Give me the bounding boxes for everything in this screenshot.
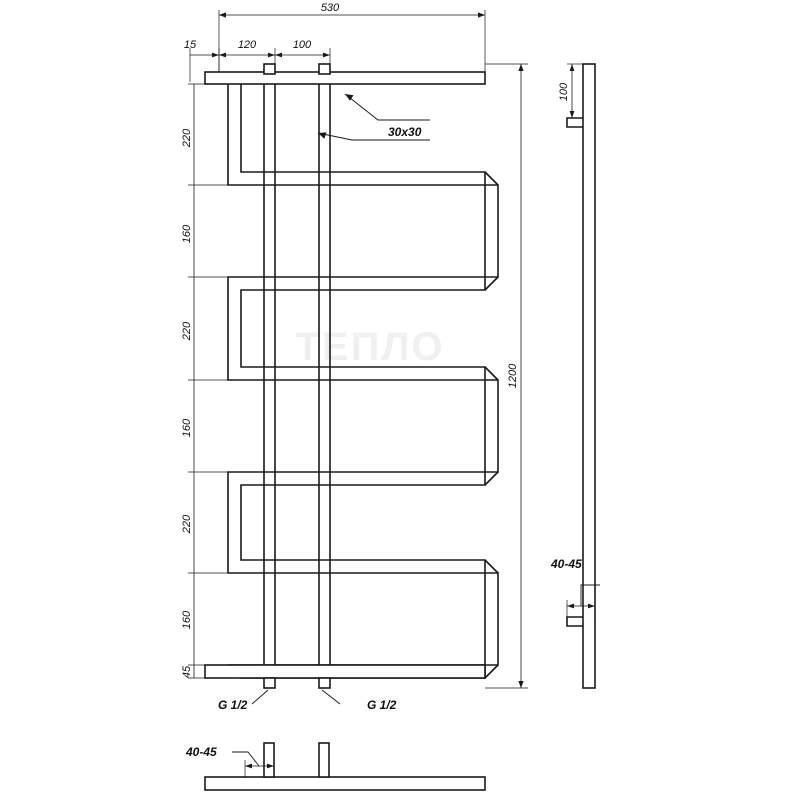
dim-v-2: 160 xyxy=(181,224,193,244)
dim-bottom-depth: 40-45 xyxy=(186,745,217,759)
profile-callout xyxy=(318,94,430,140)
dim-side-top: 100 xyxy=(558,82,570,102)
dim-side-depth: 40-45 xyxy=(551,557,582,571)
bottom-view xyxy=(185,743,485,790)
note-profile-size: 30x30 xyxy=(388,125,422,139)
dim-v-3: 220 xyxy=(181,321,193,341)
serpentine-inner-path xyxy=(241,84,485,678)
dim-overall-width: 530 xyxy=(320,2,340,14)
dim-overall-height: 1200 xyxy=(507,363,519,389)
dim-v-4: 160 xyxy=(181,418,193,438)
watermark xyxy=(295,325,444,369)
top-dimension-group xyxy=(184,2,485,82)
top-rail xyxy=(205,72,485,84)
overall-height-dimension xyxy=(485,64,528,688)
watermark-text: ТЕПЛО xyxy=(295,325,445,369)
dim-seg-120: 120 xyxy=(237,39,257,51)
bottom-view-stem-right xyxy=(319,743,329,777)
front-view xyxy=(205,64,498,688)
side-bottom-bracket xyxy=(567,617,583,626)
dim-v-5: 220 xyxy=(181,514,193,534)
side-vertical-body xyxy=(583,64,595,688)
note-connection-left: G 1/2 xyxy=(218,698,248,712)
connection-callouts xyxy=(218,690,397,712)
dim-v-7: 45 xyxy=(181,665,193,679)
left-dimension-chain xyxy=(181,84,228,678)
top-stem-left xyxy=(264,64,275,74)
note-connection-right: G 1/2 xyxy=(367,698,397,712)
side-top-bracket xyxy=(567,118,583,127)
bottom-view-rail xyxy=(205,777,485,790)
bottom-stem-left xyxy=(264,678,275,688)
bottom-view-stem-left xyxy=(264,743,274,777)
dim-v-6: 160 xyxy=(181,610,193,630)
vertical-collectors xyxy=(264,84,330,665)
dim-seg-100: 100 xyxy=(292,39,312,51)
dim-v-1: 220 xyxy=(181,128,193,148)
side-view xyxy=(550,64,600,688)
bottom-rail xyxy=(205,665,485,678)
loop-closures xyxy=(485,172,498,678)
bottom-stem-right xyxy=(319,678,330,688)
dim-left-offset: 15 xyxy=(183,39,197,51)
top-stem-right xyxy=(319,64,330,74)
